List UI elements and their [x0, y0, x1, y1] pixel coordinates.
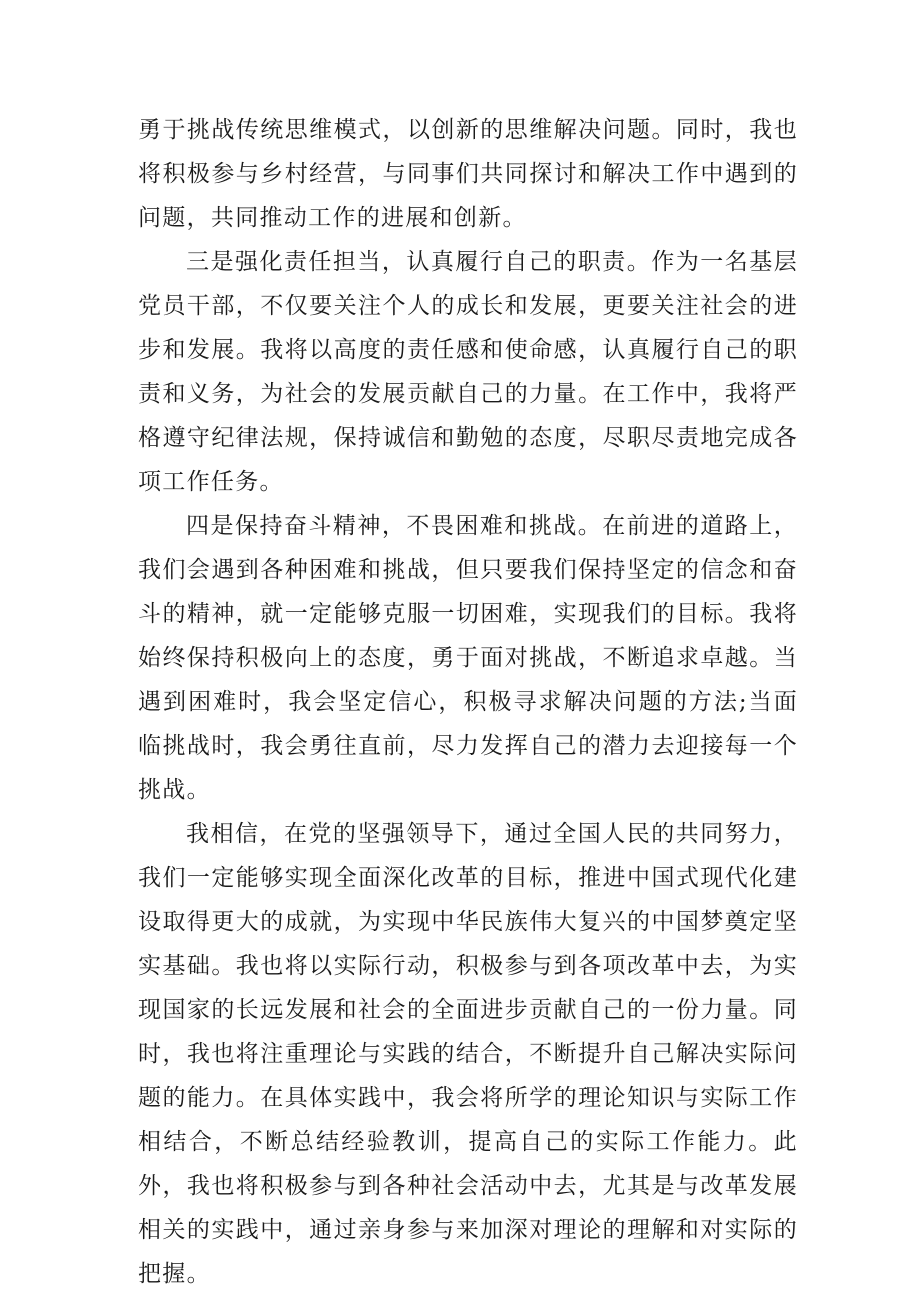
- paragraph-responsibility: 三是强化责任担当，认真履行自己的职责。作为一名基层党员干部，不仅要关注个人的成长和发展，更要关注社会的进步和发展。我将以高度的责任感和使命感，认真履行自己的职责和义务，为社会的发展贡献自己的力量。在工作中，我将严格遵守纪律法规，保持诚信和勤勉的态度，尽职尽责地完成各项工作任务。: [138, 249, 798, 495]
- paragraph-continuation: 勇于挑战传统思维模式，以创新的思维解决问题。同时，我也将积极参与乡村经营，与同事们共同探讨和解决工作中遇到的问题，共同推动工作的进展和创新。: [138, 117, 798, 231]
- document-body: [138, 108, 798, 1296]
- paragraph-conclusion: 我相信，在党的坚强领导下，通过全国人民的共同努力，我们一定能够实现全面深化改革的目标，推进中国式现代化建设取得更大的成就，为实现中华民族伟大复兴的中国梦奠定坚实基础。我也将以实际行动，积极参与到各项改革中去，为实现国家的长远发展和社会的全面进步贡献自己的一份力量。同时，我也将注重理论与实践的结合，不断提升自己解决实际问题的能力。在具体实践中，我会将所学的理论知识与实际工作相结合，不断总结经验教训，提高自己的实际工作能力。此外，我也将积极参与到各种社会活动中去，尤其是与改革发展相关的实践中，通过亲身参与来加深对理论的理解和对实际的把握。: [138, 821, 798, 1287]
- paragraph-struggle-spirit: 四是保持奋斗精神，不畏困难和挑战。在前进的道路上，我们会遇到各种困难和挑战，但只要我们保持坚定的信念和奋斗的精神，就一定能够克服一切困难，实现我们的目标。我将始终保持积极向上的态度，勇于面对挑战，不断追求卓越。当遇到困难时，我会坚定信心，积极寻求解决问题的方法;当面临挑战时，我会勇往直前，尽力发挥自己的潜力去迎接每一个挑战。: [138, 513, 798, 803]
